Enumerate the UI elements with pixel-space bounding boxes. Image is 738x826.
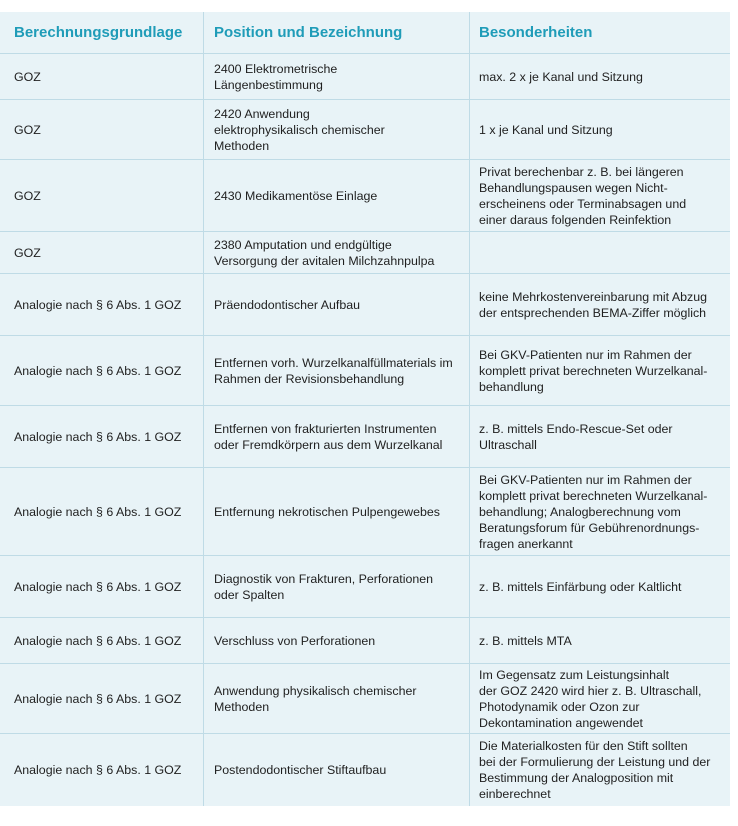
table-header <box>0 12 730 54</box>
table-row <box>0 160 730 232</box>
cell-basis: Analogie nach § 6 Abs. 1 GOZ <box>0 618 204 663</box>
cell-position: Verschluss von Perforationen <box>204 618 470 663</box>
table-row <box>0 54 730 100</box>
cell-position: 2400 Elektrometrische Längenbestimmung <box>204 54 470 99</box>
table-row <box>0 406 730 468</box>
table-row <box>0 556 730 618</box>
cell-notes: 1 x je Kanal und Sitzung <box>479 122 613 137</box>
cell-notes: z. B. mittels Endo-Rescue-Set oder Ultraschall <box>479 421 673 452</box>
table-row <box>0 618 730 664</box>
table-row <box>0 274 730 336</box>
cell-basis: Analogie nach § 6 Abs. 1 GOZ <box>0 336 204 405</box>
cell-basis: Analogie nach § 6 Abs. 1 GOZ <box>0 468 204 555</box>
cell-basis: Analogie nach § 6 Abs. 1 GOZ <box>0 556 204 617</box>
table-row <box>0 664 730 734</box>
header-position: Position und Bezeichnung <box>204 12 470 53</box>
header-basis: Berechnungsgrundlage <box>0 12 204 53</box>
cell-notes: Privat berechenbar z. B. bei längeren Behandlungspausen wegen Nicht- erscheinens oder Terminabsagen und einer daraus folgenden Reinfektion <box>479 164 687 227</box>
fee-table <box>0 12 730 806</box>
table-row <box>0 232 730 274</box>
cell-notes: z. B. mittels Einfärbung oder Kaltlicht <box>479 579 682 594</box>
cell-basis: GOZ <box>0 100 204 159</box>
cell-position: 2430 Medikamentöse Einlage <box>204 160 470 231</box>
cell-basis: GOZ <box>0 232 204 273</box>
table-row <box>0 468 730 556</box>
cell-notes: z. B. mittels MTA <box>479 633 572 648</box>
cell-notes: Die Materialkosten für den Stift sollten bei der Formulierung der Leistung und der Bestimmung der Analogposition mit einberechnet <box>479 739 711 801</box>
cell-basis: Analogie nach § 6 Abs. 1 GOZ <box>0 274 204 335</box>
cell-notes <box>470 232 730 273</box>
cell-position: Postendodontischer Stiftaufbau <box>204 734 470 806</box>
header-notes: Besonderheiten <box>479 23 593 41</box>
table-row <box>0 336 730 406</box>
cell-basis: Analogie nach § 6 Abs. 1 GOZ <box>0 406 204 467</box>
cell-basis: GOZ <box>0 160 204 231</box>
cell-position: Entfernung nekrotischen Pulpengewebes <box>204 468 470 555</box>
cell-notes: Im Gegensatz zum Leistungsinhalt der GOZ 2420 wird hier z. B. Ultraschall, Photodynamik oder Ozon zur Dekontamination angewendet <box>479 667 702 730</box>
cell-position: Entfernen von frakturierten Instrumenten oder Fremdkörpern aus dem Wurzelkanal <box>204 406 470 467</box>
cell-position: Präendodontischer Aufbau <box>204 274 470 335</box>
cell-basis: Analogie nach § 6 Abs. 1 GOZ <box>0 664 204 733</box>
table-row <box>0 100 730 160</box>
cell-position: Anwendung physikalisch chemischer Methoden <box>204 664 470 733</box>
table-row <box>0 734 730 806</box>
cell-basis: Analogie nach § 6 Abs. 1 GOZ <box>0 734 204 806</box>
cell-notes: Bei GKV-Patienten nur im Rahmen der komplett privat berechneten Wurzelkanal- behandlung; Analogberechnung vom Beratungsforum für Gebührenordnungs- fragen anerkannt <box>479 472 708 551</box>
cell-notes: max. 2 x je Kanal und Sitzung <box>479 69 643 84</box>
cell-position: Entfernen vorh. Wurzelkanalfüllmaterials im Rahmen der Revisionsbehandlung <box>204 336 470 405</box>
cell-position: 2380 Amputation und endgültige Versorgung der avitalen Milchzahnpulpa <box>204 232 470 273</box>
cell-notes: Bei GKV-Patienten nur im Rahmen der komplett privat berechneten Wurzelkanal- behandlung <box>479 347 708 394</box>
cell-position: 2420 Anwendung elektrophysikalisch chemischer Methoden <box>204 100 470 159</box>
cell-basis: GOZ <box>0 54 204 99</box>
cell-position: Diagnostik von Frakturen, Perforationen oder Spalten <box>204 556 470 617</box>
cell-notes: keine Mehrkostenvereinbarung mit Abzug der entsprechenden BEMA-Ziffer möglich <box>479 289 707 320</box>
